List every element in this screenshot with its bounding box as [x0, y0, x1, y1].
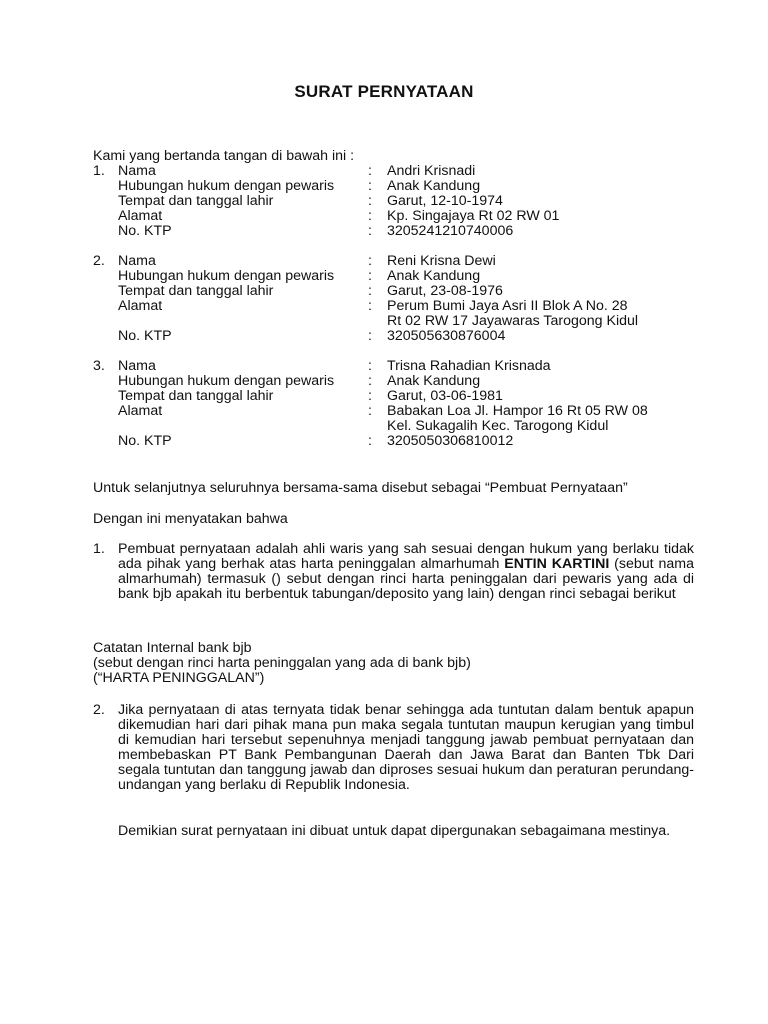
field-colon: :: [368, 373, 372, 389]
point-1-paragraph: [118, 542, 694, 602]
field-value-alamat-line2: Rt 02 RW 17 Jayawaras Tarogong Kidul: [387, 313, 639, 329]
field-value-alamat-line2: Kel. Sukagalih Kec. Tarogong Kidul: [387, 418, 609, 434]
field-value-nama: Reni Krisna Dewi: [387, 253, 496, 269]
field-colon: :: [368, 253, 372, 269]
internal-note-title: Catatan Internal bank bjb: [93, 640, 252, 656]
field-colon: :: [368, 208, 372, 224]
field-label-nama: Nama: [118, 358, 156, 374]
field-colon: :: [368, 283, 372, 299]
field-value-ttl: Garut, 12-10-1974: [387, 193, 503, 209]
statement-line: Untuk selanjutnya seluruhnya bersama-sama disebut sebagai “Pembuat Pernyataan”: [93, 480, 628, 496]
field-label-ttl: Tempat dan tanggal lahir: [118, 388, 274, 404]
field-colon: :: [368, 433, 372, 449]
field-value-alamat: Kp. Singajaya Rt 02 RW 01: [387, 208, 560, 224]
field-value-nama: Trisna Rahadian Krisnada: [387, 358, 551, 374]
document-title: SURAT PERNYATAAN: [294, 82, 474, 101]
deceased-name: ENTIN KARTINI: [504, 556, 610, 572]
field-label-nama: Nama: [118, 253, 156, 269]
field-value-ttl: Garut, 03-06-1981: [387, 388, 503, 404]
field-colon: :: [368, 328, 372, 344]
field-label-ktp: No. KTP: [118, 433, 172, 449]
intro-text: Kami yang bertanda tangan di bawah ini :: [93, 148, 355, 164]
field-label-hubungan: Hubungan hukum dengan pewaris: [118, 373, 335, 389]
field-value-hubungan: Anak Kandung: [387, 373, 481, 389]
field-colon: :: [368, 388, 372, 404]
field-label-alamat: Alamat: [118, 208, 163, 224]
field-colon: :: [368, 178, 372, 194]
field-value-ktp: 3205050306810012: [387, 433, 514, 449]
field-colon: :: [368, 223, 372, 239]
field-label-ttl: Tempat dan tanggal lahir: [118, 283, 274, 299]
field-label-alamat: Alamat: [118, 298, 163, 314]
point-2-paragraph: Jika pernyataan di atas ternyata tidak benar sehingga ada tuntutan dalam bentuk apapun dikemudian hari dari pihak mana pun maka segala tuntutan maupun kerugian yang timbul di kemudian hari tersebut sepenuhnya menjadi tanggung jawab pembuat pernyataan dan membebaskan PT Bank Pembangunan Daerah dan Jawa Barat dan Banten Tbk Dari segala tuntutan dan tanggung jawab dan diproses sesuai hukum dan peraturan perundang-undangan yang berlaku di Republik Indonesia.: [118, 702, 694, 793]
declare-line: Dengan ini menyatakan bahwa: [93, 511, 288, 527]
field-label-ttl: Tempat dan tanggal lahir: [118, 193, 274, 209]
point-1-number: 1.: [93, 541, 105, 557]
field-value-ktp: 3205241210740006: [387, 223, 514, 239]
person-number: 2.: [93, 253, 105, 269]
person-number: 3.: [93, 358, 105, 374]
field-label-alamat: Alamat: [118, 403, 163, 419]
field-value-alamat: Babakan Loa Jl. Hampor 16 Rt 05 RW 08: [387, 403, 648, 419]
field-label-hubungan: Hubungan hukum dengan pewaris: [118, 178, 335, 194]
field-value-hubungan: Anak Kandung: [387, 268, 481, 284]
point-2-number: 2.: [93, 702, 105, 718]
point-1-text-before: Pembuat pernyataan adalah ahli waris yang sah sesuai dengan hukum yang berlaku tidak ada pihak yang berhak atas harta peninggalan almarhumah: [118, 541, 694, 572]
point-1-text-after: (sebut nama almarhumah) termasuk () sebut dengan rinci harta peninggalan dari pewaris yang ada di bank bjb apakah itu berbentuk tabungan/deposito yang lain) dengan rinci sebagai berikut: [118, 556, 694, 602]
field-colon: :: [368, 403, 372, 419]
person-number: 1.: [93, 163, 105, 179]
field-value-ttl: Garut, 23-08-1976: [387, 283, 503, 299]
internal-note-instruction: (sebut dengan rinci harta peninggalan yang ada di bank bjb): [93, 655, 471, 671]
field-label-ktp: No. KTP: [118, 328, 172, 344]
field-label-nama: Nama: [118, 163, 156, 179]
closing-paragraph: Demikian surat pernyataan ini dibuat untuk dapat dipergunakan sebagaimana mestinya.: [118, 823, 671, 839]
field-label-ktp: No. KTP: [118, 223, 172, 239]
field-value-alamat: Perum Bumi Jaya Asri II Blok A No. 28: [387, 298, 628, 314]
field-colon: :: [368, 163, 372, 179]
field-colon: :: [368, 268, 372, 284]
field-colon: :: [368, 358, 372, 374]
field-value-nama: Andri Krisnadi: [387, 163, 476, 179]
field-colon: :: [368, 193, 372, 209]
field-label-hubungan: Hubungan hukum dengan pewaris: [118, 268, 335, 284]
field-value-hubungan: Anak Kandung: [387, 178, 481, 194]
field-value-ktp: 320505630876004: [387, 328, 506, 344]
internal-note-label: (“HARTA PENINGGALAN”): [93, 670, 265, 686]
field-colon: :: [368, 298, 372, 314]
